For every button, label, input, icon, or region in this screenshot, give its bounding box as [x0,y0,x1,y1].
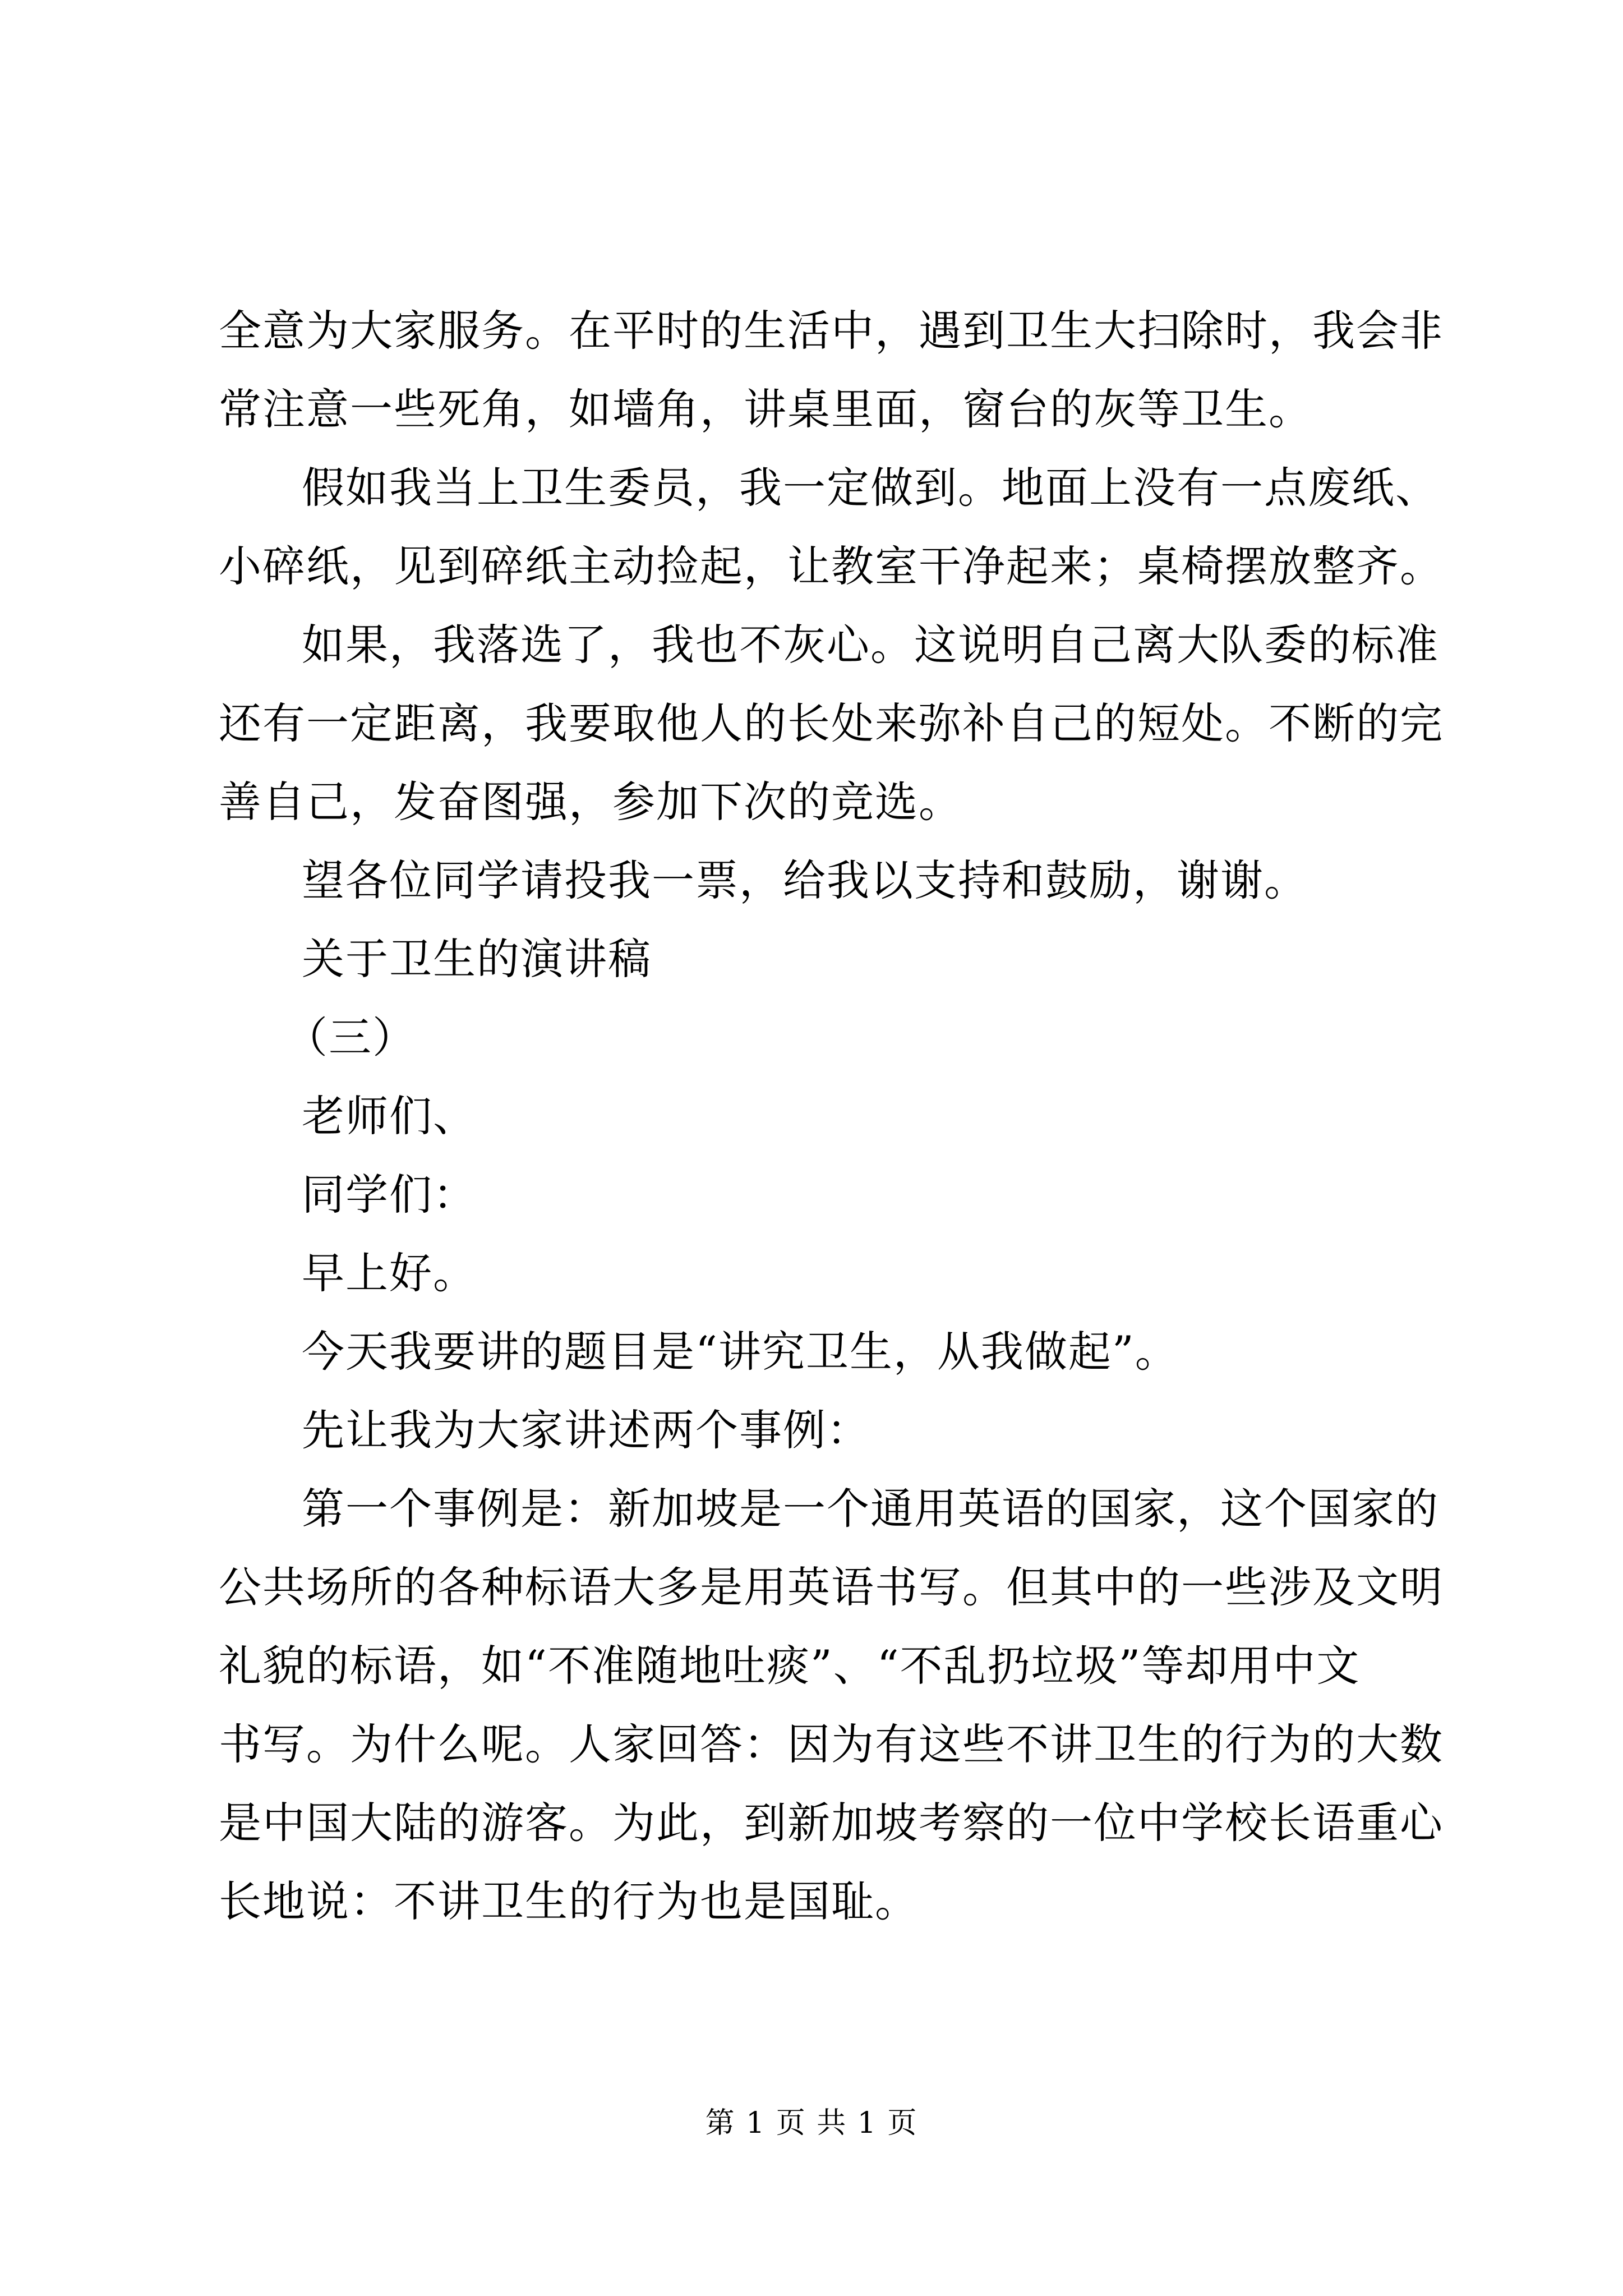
text-line: 礼貌的标语，如“不准随地吐痰”、“不乱扔垃圾”等却用中文 [219,1641,1361,1691]
greeting-line: 早上好。 [302,1248,477,1298]
document-body [219,292,1453,1941]
text-line: 书写。为什么呢。人家回答：因为有这些不讲卫生的行为的大数 [219,1719,1444,1769]
paragraph-line: 今天我要讲的题目是“讲究卫生，从我做起”。 [302,1327,1179,1377]
paragraph-line: 假如我当上卫生委员，我一定做到。地面上没有一点废纸、 [302,463,1439,513]
text-line: 还有一定距离，我要取他人的长处来弥补自己的短处。不断的完 [219,698,1444,748]
paragraph-line: 望各位同学请投我一票，给我以支持和鼓励，谢谢。 [302,855,1308,905]
text-line: 是中国大陆的游客。为此，到新加坡考察的一位中学校长语重心 [219,1798,1444,1848]
text-line: 全意为大家服务。在平时的生活中，遇到卫生大扫除时，我会非 [219,306,1444,356]
salutation-line: 同学们： [302,1170,477,1220]
salutation-line: 老师们、 [302,1091,477,1141]
paragraph-line: 第一个事例是：新加坡是一个通用英语的国家，这个国家的 [302,1484,1439,1534]
paragraph-line: 如果，我落选了，我也不灰心。这说明自己离大队委的标准 [302,620,1439,670]
text-line: 常注意一些死角，如墙角，讲桌里面，窗台的灰等卫生。 [219,384,1312,434]
text-line: 小碎纸，见到碎纸主动捡起，让教室干净起来；桌椅摆放整齐。 [219,541,1444,591]
section-title: 关于卫生的演讲稿 [302,934,652,984]
section-number: （三） [285,1013,416,1062]
text-line: 公共场所的各种标语大多是用英语书写。但其中的一些涉及文明 [219,1562,1444,1612]
text-line: 长地说：不讲卫生的行为也是国耻。 [219,1876,919,1926]
paragraph-line: 先让我为大家讲述两个事例： [302,1405,870,1455]
page-footer: 第 1 页 共 1 页 [705,2106,918,2140]
text-line: 善自己，发奋图强，参加下次的竞选。 [219,777,962,827]
